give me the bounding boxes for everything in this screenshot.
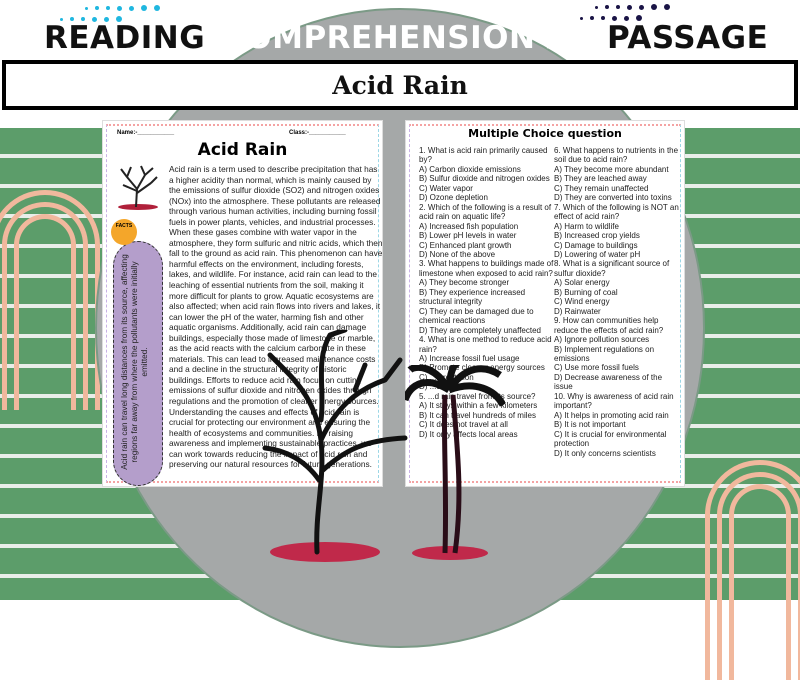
right-arches-decoration: [705, 460, 800, 680]
facts-lightbulb-icon: [111, 219, 137, 245]
banner-title: Acid Rain: [332, 70, 468, 100]
left-arches-decoration: [0, 190, 100, 410]
navy-dots-decoration: [595, 4, 670, 10]
worksheet-title: Acid Rain: [197, 140, 288, 160]
title-banner: [2, 60, 798, 110]
questions-column-2: [554, 146, 682, 458]
passage-text: Acid rain is a term used to describe precipitation that has a higher acidity than normal, which is mainly caused by the emissions of sulfur dioxide (SO2) and nitrogen oxides (NOx) into the atmosphere. These pollutants are released through various human activities, including burning fossil fuels in power plants, vehicles, and industrial processes. When these gases combine with water vapor in the atmosphere, they form sulfuric and nitric acids, which then fall to the ground as acid rain. This phenomenon can have harmful effects on the environment, including forests, lakes, and wildlife. For instance, acid rain can lead to the leaching of essential nutrients from the soil, making it more difficult for plants to grow. Aquatic ecosystems are also affected; when acid rain flows into rivers and lakes, it can lower the pH of the water, harming fish and other aquatic organisms. Additionally, acid rain can damage buildings, especially those made of limestone or marble, as the acid reacts with the calcium carbonate in these materials. This can lead to increased maintenance costs and a decline in the structural integrity of historic buildings. Efforts to reduce acid rain focus on cutting emissions of sulfur dioxide and nitrogen oxides through regulations and the promotion of cleaner energy sources. Understanding the causes and effects of acid rain is crucial for protecting our environment and ensuring the health of ecosystems and communities. By raising awareness and implementing sustainable practices, we can work towards reducing the impact of acid rain and preserving our natural resources for future generations.: [169, 164, 383, 470]
questions-1-5: 1. What is acid rain primarily caused by? A) Carbon dioxide emissions B) Sulfur dioxide and nitrogen oxides C) Water vapor D) Ozone depletion 2. Which of the following is a result of acid rain on aquatic life? A) Increased fish population B) Lower pH levels in water C) Enhanced plant growth D) None of the above 3. What happens to buildings made of limestone when exposed to acid rain? A) They become stronger B) They experience increased structural integrity C) They can be damaged due to chemical reactions D) They are completely unaffected 4. What is one method to reduce acid rain? A) Increase fossil fuel usage B) Promote cleaner energy sources C) ...forestation D) ...ustrial waste 5. ...d rain travel from its source? A) It stays within a few kilometers B) It can travel hundreds of miles C) It does not travel at all D) It only affects local areas: [419, 146, 554, 439]
mcq-title: Multiple Choice question: [468, 127, 622, 140]
palm-tree-illustration: [405, 365, 505, 565]
questions-6-10: 6. What happens to nutrients in the soil due to acid rain? A) They become more abundant B) They are leached away C) They remain unaffected D) They are converted into toxins 7. Which of the following is NOT an effect of acid rain? A) Harm to wildlife B) Increased crop yields C) Damage to buildings D) Lowering of water pH 8. What is a significant source of sulfur dioxide? A) Solar energy B) Burning of coal C) Wind energy D) Rainwater 9. How can communities help reduce the effects of acid rain? A) Ignore pollution sources B) Implement regulations on emissions C) Use more fossil fuels D) Decrease awareness of the issue 10. Why is awareness of acid rain important? A) It helps in promoting acid rain B) It is not important C) It is crucial for environmental protection D) It only concerns scientists: [554, 146, 679, 458]
cyan-dots-decoration: [85, 5, 160, 11]
facts-badge: FACTS: [115, 223, 133, 229]
dead-tree-illustration: [255, 330, 415, 565]
header-comprehension-and: COMPREHENSION AND: [222, 20, 624, 56]
name-label: Name:-___________: [117, 130, 175, 136]
fact-text: Acid rain can travel long distances from its source, affecting regions far away from where the pollutants were initially emitted.: [120, 254, 149, 470]
class-label: Class:-___________: [289, 130, 346, 136]
dead-tree-icon: [115, 163, 161, 211]
header-reading: READING: [44, 20, 206, 56]
fact-box: [113, 241, 163, 486]
header-passage: PASSAGE: [607, 20, 769, 56]
